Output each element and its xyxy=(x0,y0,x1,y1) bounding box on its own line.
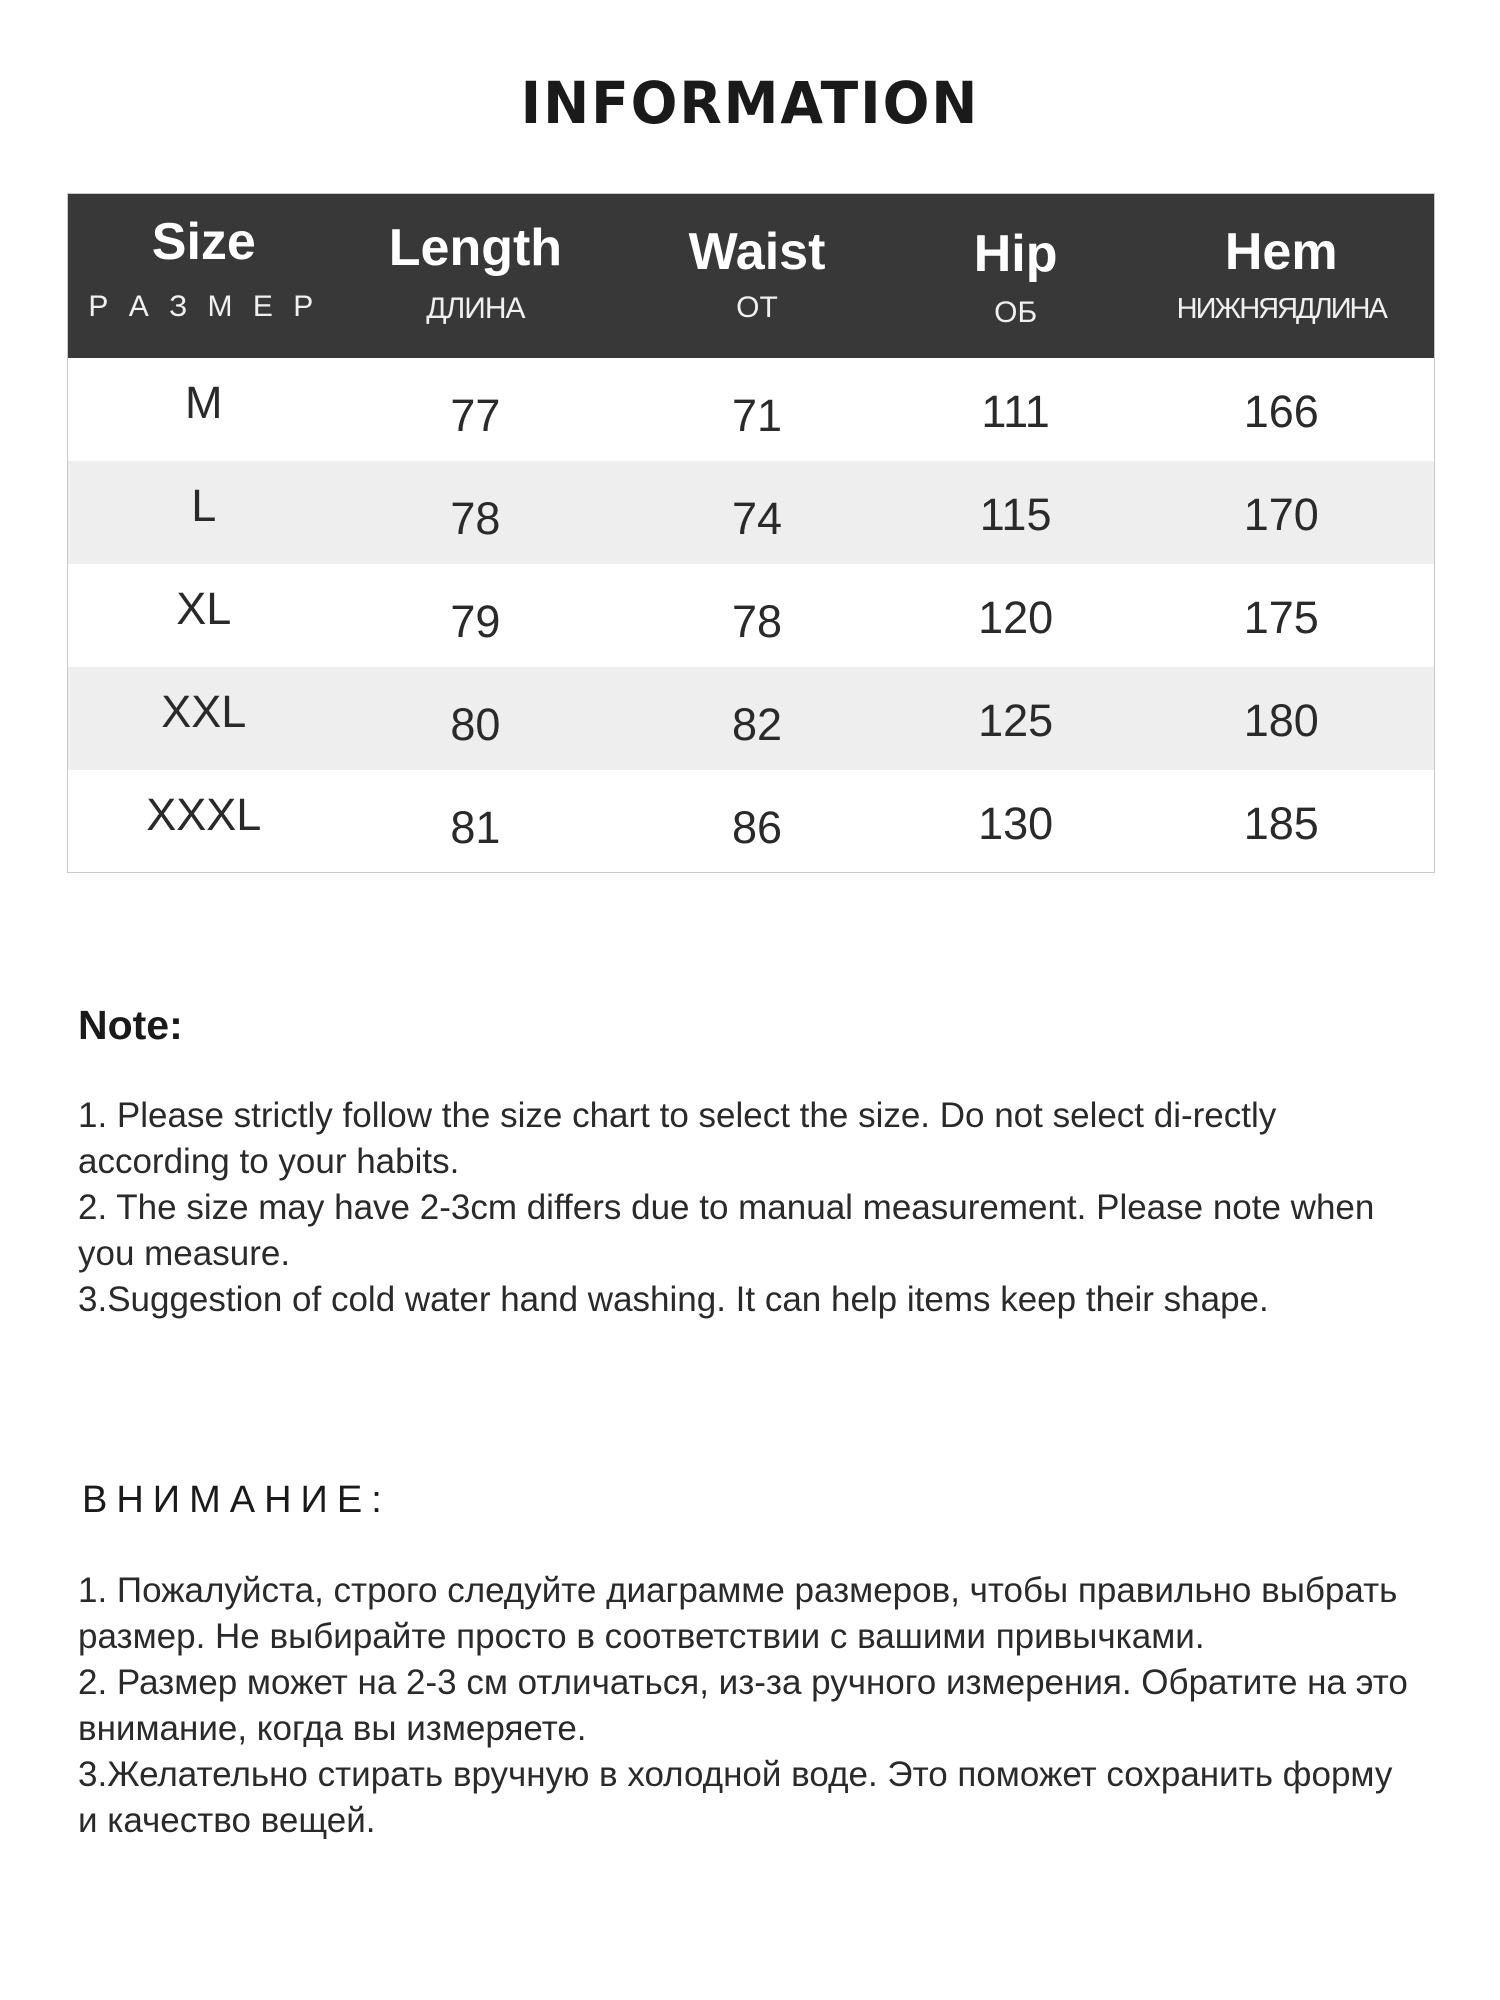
cell-hip: 130 xyxy=(978,798,1054,849)
cell-hip: 111 xyxy=(981,386,1050,437)
cell-length: 81 xyxy=(450,802,501,853)
cell-length: 79 xyxy=(450,596,501,647)
cell-length: 78 xyxy=(450,493,501,544)
header-length xyxy=(340,194,612,358)
cell-waist: 71 xyxy=(731,390,783,441)
header-size xyxy=(68,194,340,358)
cell-waist: 74 xyxy=(731,493,783,544)
cell-hem: 185 xyxy=(1243,798,1319,849)
cell-size: L xyxy=(191,480,217,531)
header-size-ru: Р А З М Е Р xyxy=(88,290,320,323)
note-heading: Note: xyxy=(78,1002,183,1048)
header-waist-en: Waist xyxy=(688,223,826,281)
header-hip-en: Hip xyxy=(973,225,1058,283)
table-header xyxy=(68,194,1434,358)
table-row xyxy=(68,564,1434,667)
warning-list xyxy=(78,1568,1418,1844)
table-row xyxy=(68,358,1434,461)
warning-item: 1. Пожалуйста, строго следуйте диаграмме размеров, чтобы правильно выбрать размер. Не выбирайте просто в соответствии с вашими привычками. xyxy=(78,1571,1398,1656)
header-hip-ru: ОБ xyxy=(994,296,1038,329)
header-hip xyxy=(903,194,1129,358)
cell-waist: 82 xyxy=(731,699,783,750)
warning-heading: ВНИМАНИЕ: xyxy=(82,1479,391,1521)
cell-size: XXXL xyxy=(146,789,262,840)
header-length-en: Length xyxy=(388,219,563,277)
cell-hip: 115 xyxy=(979,489,1052,540)
size-chart-table xyxy=(67,193,1435,873)
note-list xyxy=(78,1093,1418,1323)
header-length-ru: ДЛИНА xyxy=(426,292,525,325)
page-title: INFORMATION xyxy=(520,69,980,137)
note-item: 2. The size may have 2-3cm differs due to manual measurement. Please note when you measure. xyxy=(78,1188,1375,1273)
cell-waist: 78 xyxy=(731,596,783,647)
warning-item: 3.Желательно стирать вручную в холодной воде. Это поможет сохранить форму и качество вещей. xyxy=(78,1755,1393,1840)
cell-size: M xyxy=(185,377,223,428)
table-row xyxy=(68,461,1434,564)
note-item: 3.Suggestion of cold water hand washing. It can help items keep their shape. xyxy=(78,1280,1269,1319)
warning-item: 2. Размер может на 2-3 см отличаться, из-за ручного измерения. Обратите на это внимание, когда вы измеряете. xyxy=(78,1663,1408,1748)
cell-hip: 125 xyxy=(978,695,1054,746)
cell-length: 80 xyxy=(450,699,501,750)
cell-size: XXL xyxy=(161,686,247,737)
cell-waist: 86 xyxy=(731,802,783,853)
cell-hem: 175 xyxy=(1243,592,1319,643)
header-hem xyxy=(1128,194,1434,358)
cell-hem: 166 xyxy=(1243,386,1319,437)
cell-size: XL xyxy=(176,583,232,634)
cell-length: 77 xyxy=(450,390,501,441)
header-waist-ru: ОТ xyxy=(736,291,778,324)
header-hem-ru: НИЖНЯЯДЛИНА xyxy=(1176,293,1386,325)
cell-hem: 170 xyxy=(1243,489,1319,540)
header-waist xyxy=(611,194,903,358)
table-row xyxy=(68,770,1434,872)
note-item: 1. Please strictly follow the size chart to select the size. Do not select di-rectly according to your habits. xyxy=(78,1096,1277,1181)
header-hem-en: Hem xyxy=(1224,223,1338,281)
table-row xyxy=(68,667,1434,770)
header-size-en: Size xyxy=(151,213,256,271)
cell-hem: 180 xyxy=(1243,695,1319,746)
cell-hip: 120 xyxy=(978,592,1054,643)
